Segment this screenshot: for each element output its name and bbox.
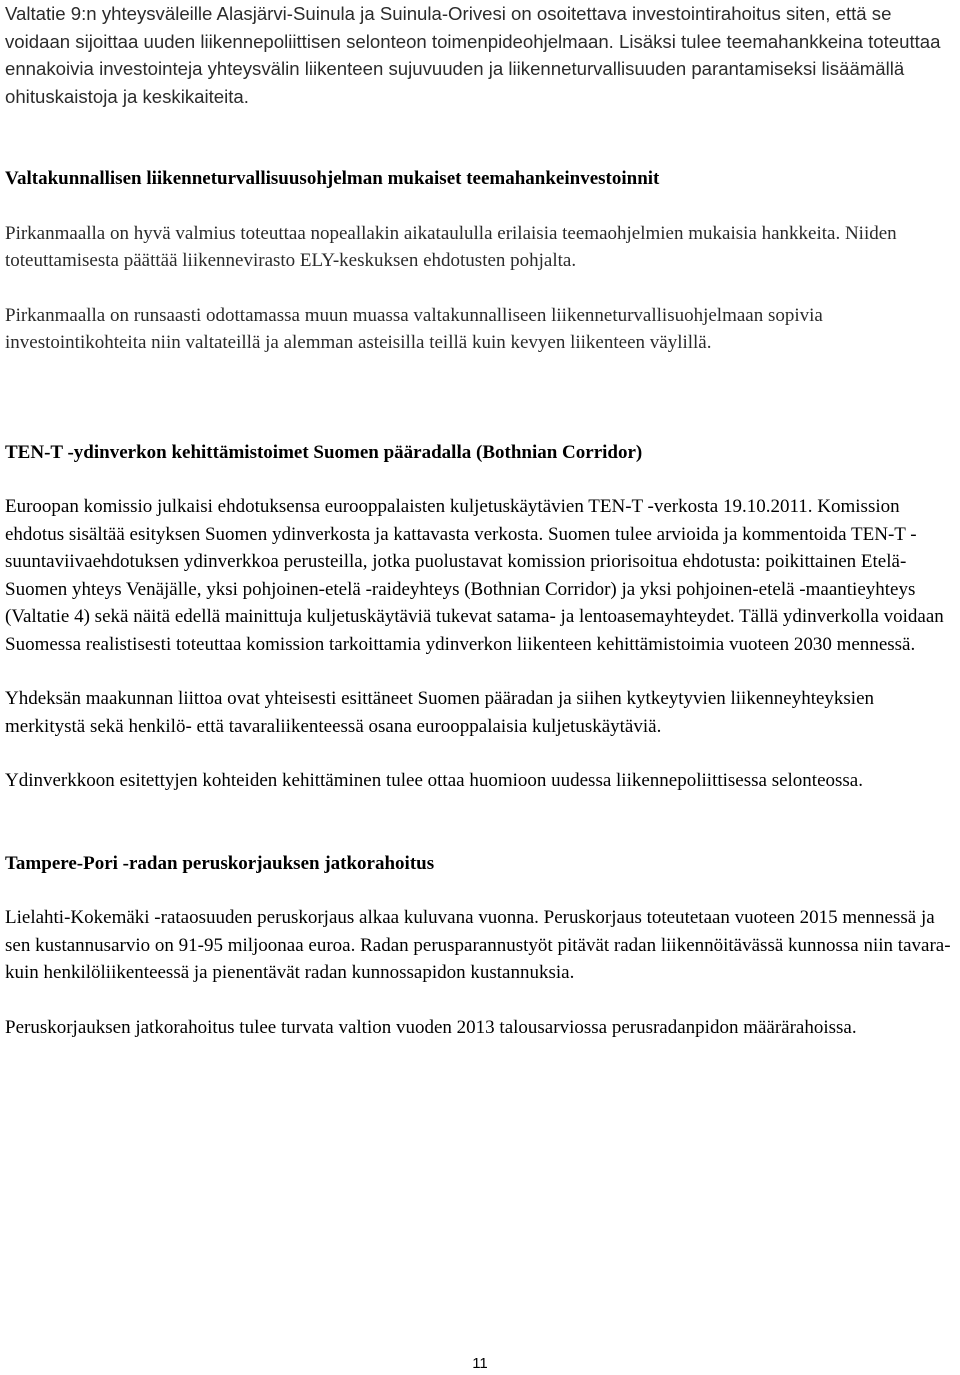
section-heading: Tampere-Pori -radan peruskorjauksen jatkorahoitus (5, 852, 435, 874)
intro-paragraph: Valtatie 9:n yhteysväleille Alasjärvi-Suinula ja Suinula-Orivesi on osoitettava investointirahoitus siten, että se voidaan sijoittaa uuden liikennepoliittisen selonteon toimenpideohjelmaan. Lisäksi tulee teemahankkeina toteuttaa ennakoivia investointeja yhteysvälin liikenteen sujuvuuden ja liikenneturvallisuuden parantamiseksi lisäämällä ohituskaistoja ja keskikaiteita. (5, 3, 941, 107)
paragraph: Ydinverkkoon esitettyjen kohteiden kehittäminen tulee ottaa huomioon uudessa liikennepoliittisessa selonteossa. (5, 770, 863, 791)
paragraph: Peruskorjauksen jatkorahoitus tulee turvata valtion vuoden 2013 talousarviossa perusradanpidon määrärahoissa. (5, 1016, 857, 1038)
page-number: 11 (472, 1355, 488, 1372)
document-body (5, 0, 957, 1041)
paragraph: Lielahti-Kokemäki -rataosuuden peruskorjaus alkaa kuluvana vuonna. Peruskorjaus toteutetaan vuoteen 2015 mennessä ja sen kustannusarvio on 91-95 miljoonaa euroa. Radan perusparannustyöt pitävät radan liikennöitävässä kunnossa niin tavara- kuin henkilöliikenteessä ja pienentävät radan kunnossapidon kustannuksia. (5, 907, 951, 983)
section-heading: TEN-T -ydinverkon kehittämistoimet Suomen pääradalla (Bothnian Corridor) (5, 441, 643, 463)
paragraph: Pirkanmaalla on runsaasti odottamassa muun muassa valtakunnalliseen liikenneturvallisuohjelmaan sopivia investointikohteita niin valtateillä ja alemman asteisilla teillä kuin kevyen liikenteen väylillä. (5, 304, 823, 353)
paragraph: Pirkanmaalla on hyvä valmius toteuttaa nopeallakin aikataululla erilaisia teemaohjelmien mukaisia hankkeita. Niiden toteuttamisesta päättää liikennevirasto ELY-keskuksen ehdotusten pohjalta. (5, 222, 897, 271)
paragraph: Yhdeksän maakunnan liittoa ovat yhteisesti esittäneet Suomen pääradan ja siihen kytkeytyvien liikenneyhteyksien merkitystä sekä henkilö- että tavaraliikenteessä osana eurooppalaisia kuljetuskäytäviä. (5, 688, 875, 737)
section-heading: Valtakunnallisen liikenneturvallisuusohjelman mukaiset teemahankeinvestoinnit (5, 168, 660, 189)
paragraph: Euroopan komissio julkaisi ehdotuksensa eurooppalaisten kuljetuskäytävien TEN-T -verkosta 19.10.2011. Komission ehdotus sisältää esityksen Suomen ydinverkosta ja kattavasta verkosta. Suomen tulee arvioida ja kommentoida TEN-T -suuntaviivaehdotuksen ydinverkkoa perusteilla, jotka puolustavat komission priorisoitua ehdotusta: poikittainen Etelä-Suomen yhteys Venäjälle, yksi pohjoinen-etelä -raideyhteys (Bothnian Corridor) ja yksi pohjoinen-etelä -maantieyhteys (Valtatie 4) sekä näitä edellä mainittuja kuljetuskäytäviä tukevat satama- ja lentoasemayhteydet. Tällä ydinverkolla voidaan Suomessa realistisesti toteuttaa komission tarkoittamia ydinverkon liikenteen kehittämistoimia vuoteen 2030 mennessä. (5, 496, 944, 655)
